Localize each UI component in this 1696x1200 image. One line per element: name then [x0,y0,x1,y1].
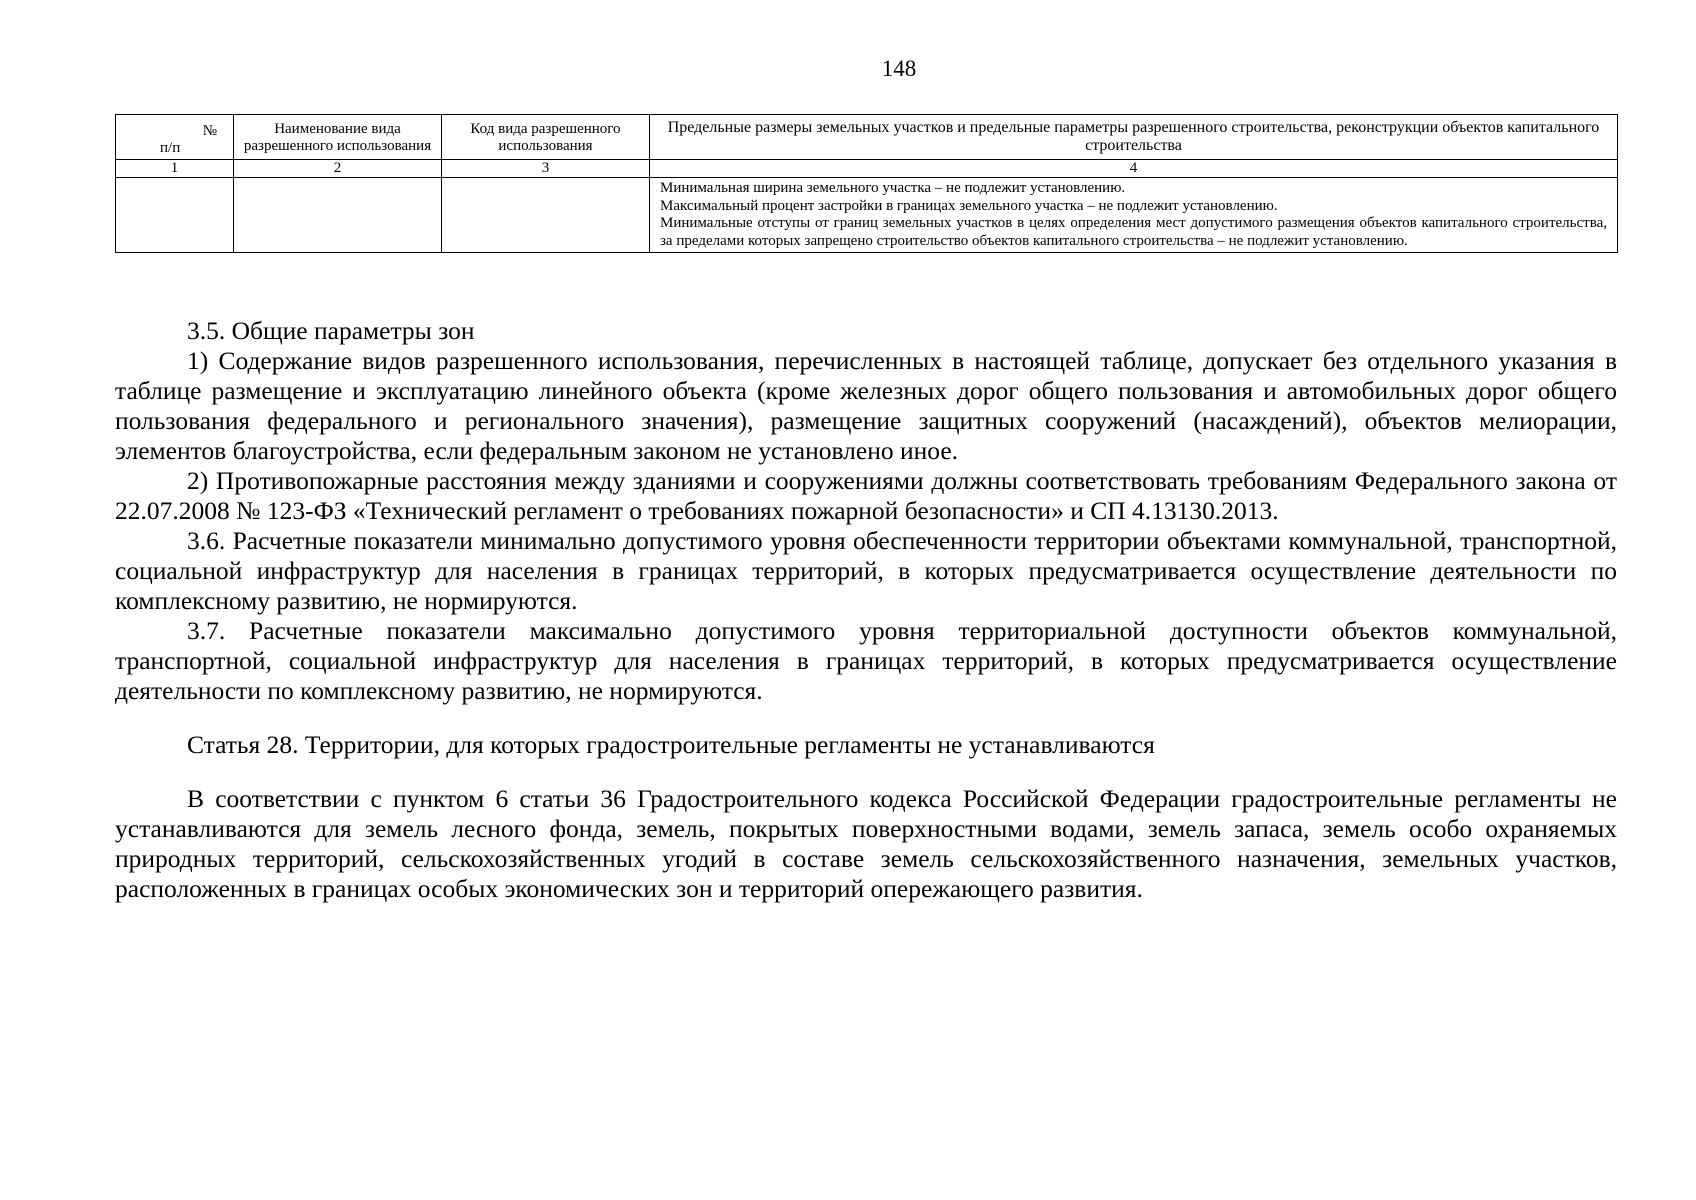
limit-max-coverage: Максимальный процент застройки в границах земельного участка – не подлежит установлению. [660,197,1278,214]
page-number: 148 [881,56,917,81]
column-number-1: 1 [116,160,234,178]
section-heading-3-5: 3.5. Общие параметры зон [187,316,475,345]
header-number-sign: № [202,123,217,139]
row-number-cell [116,178,234,253]
paragraph-item-1: 1) Содержание видов разрешенного использования, перечисленных в настоящей таблице, допускает без отдельного указания в таблице размещение и эксплуатацию линейного объекта (кроме железных дорог общего пользования и автомобильных дорог общего пользования федерального и регионального значения), размещение защитных сооружений (насаждений), объектов мелиорации, элементов благоустройства, если федеральным законом не установлено иное. [115,346,1617,465]
parameters-table [115,114,1618,253]
paragraph-item-2: 2) Противопожарные расстояния между зданиями и сооружениями должны соответствовать требованиям Федерального закона от 22.07.2008 № 123-ФЗ «Технический регламент о требованиях пожарной безопасности» и СП 4.13130.2013. [115,466,1617,525]
column-number-3: 3 [442,160,650,178]
header-number-pp: п/п [160,140,181,156]
article-28-heading: Статья 28. Территории, для которых градостроительные регламенты не устанавливаются [187,730,1155,759]
paragraph-article-28: В соответствии с пунктом 6 статьи 36 Градостроительного кодекса Российской Федерации градостроительные регламенты не устанавливаются для земель лесного фонда, земель, покрытых поверхностными водами, земель запаса, земель особо охраняемых природных территорий, сельскохозяйственных угодий в составе земель сельскохозяйственного назначения, земельных участков, расположенных в границах особых экономических зон и территорий опережающего развития. [115,784,1617,903]
paragraph-3-7: 3.7. Расчетные показатели максимально допустимого уровня территориальной доступности объектов коммунальной, транспортной, социальной инфраструктур для населения в границах территорий, в которых предусматривается осуществление деятельности по комплексному развитию, не нормируются. [115,616,1617,705]
row-use-code-cell [442,178,650,253]
row-use-name-cell [234,178,442,253]
parameters-table-wrapper [115,114,1617,253]
header-use-code: Код вида разрешенного использования [442,115,650,160]
column-number-4: 4 [650,160,1618,178]
limit-min-setback: Минимальные отступы от границ земельных участков в целях определения мест допустимого размещения объектов капитального строительства, за пределами которых запрещено строительство объектов капитального строительства – не подлежит установлению. [660,215,1607,249]
header-number [116,115,234,160]
table-row [116,178,1618,253]
table-column-numbers-row [116,160,1618,178]
row-limits-cell [650,178,1618,253]
header-limits: Предельные размеры земельных участков и предельные параметры разрешенного строительства, реконструкции объектов капитального строительства [650,115,1618,160]
header-use-name: Наименование вида разрешенного использования [234,115,442,160]
limit-min-width: Минимальная ширина земельного участка – не подлежит установлению. [660,180,1126,196]
column-number-2: 2 [234,160,442,178]
paragraph-3-6: 3.6. Расчетные показатели минимально допустимого уровня обеспеченности территории объектами коммунальной, транспортной, социальной инфраструктур для населения в границах территорий, в которых предусматривается осуществление деятельности по комплексному развитию, не нормируются. [115,526,1617,615]
body-text [115,316,1617,904]
table-header-row [116,115,1618,160]
